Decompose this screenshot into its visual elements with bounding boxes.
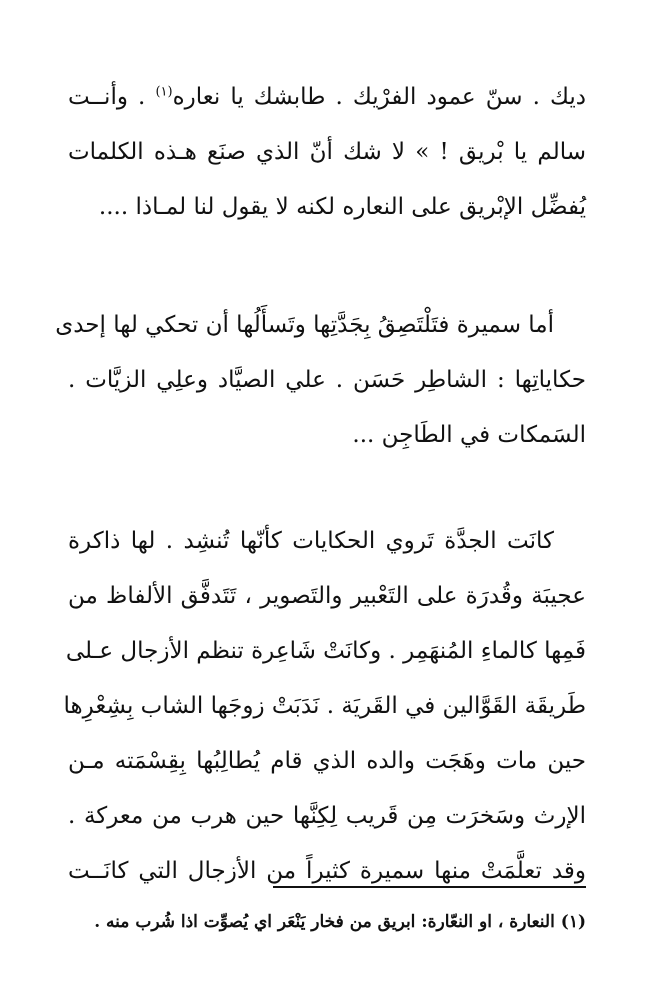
paragraph-3	[63, 514, 586, 899]
text-line: حكاياتِها : الشاطِر حَسَن . علي الصيَّاد وعلِي الزيَّات .	[68, 367, 586, 393]
line-text: ديك . سنّ عمود الفرْيك . طابشك يا نعاره	[172, 84, 586, 110]
text-line: فَمِها كالماءِ المُنهَمِر . وكانَتْ شَاعِرة تنظم الأزجال عـلى	[65, 638, 586, 664]
text-line: سالم يا بْريق ! » لا شك أنّ الذي صنَع هـذه الكلمات	[68, 139, 586, 165]
paragraph-1	[68, 70, 586, 235]
text-line: يُفضِّل الإبْريق على النعاره لكنه لا يقول لنا لمـاذا ....	[98, 194, 586, 220]
text-line: الإرث وسَخرَت مِن قَريب لِكِنَّها حين هرب من معركة .	[68, 803, 586, 829]
text-line: عجيبَة وقُدرَة على التَعْبير والتَصوير ، تَتَدفَّق الألفاظ من	[68, 583, 586, 609]
paragraph-2	[55, 298, 586, 463]
text-line: أما سميرة فتَلْتَصِقُ بِجَدَّتِها وتَسأَلُها أن تحكي لها إحدى	[55, 312, 554, 338]
line-tail: . وأنــت	[68, 84, 156, 110]
footnote: (١) النعارة ، او النعّارة: ابريق من فخار يَنْعَر اي يُصوِّت اذا شُرب منه .	[94, 912, 586, 932]
text-line	[68, 70, 586, 125]
footnote-marker[interactable]: (١)	[155, 84, 173, 100]
text-line: حين مات وهَجَت والده الذي قام يُطالِبُها بِقِسْمَته مـن	[68, 748, 586, 774]
text-line: كانَت الجدَّة تَروي الحكايات كأنّها تُنشِد . لها ذاكرة	[68, 528, 554, 554]
footnote-divider	[273, 886, 586, 888]
text-line: وقد تعلَّمَتْ منها سميرة كثيراً من الأزجال التي كانَــت	[68, 858, 586, 884]
text-line: السَمكات في الطَاجِن ...	[352, 422, 586, 448]
text-line: طَريقَة القَوَّالين في القَريَة . نَدَبَتْ زوجَها الشاب بِشِعْرِها	[63, 693, 586, 719]
